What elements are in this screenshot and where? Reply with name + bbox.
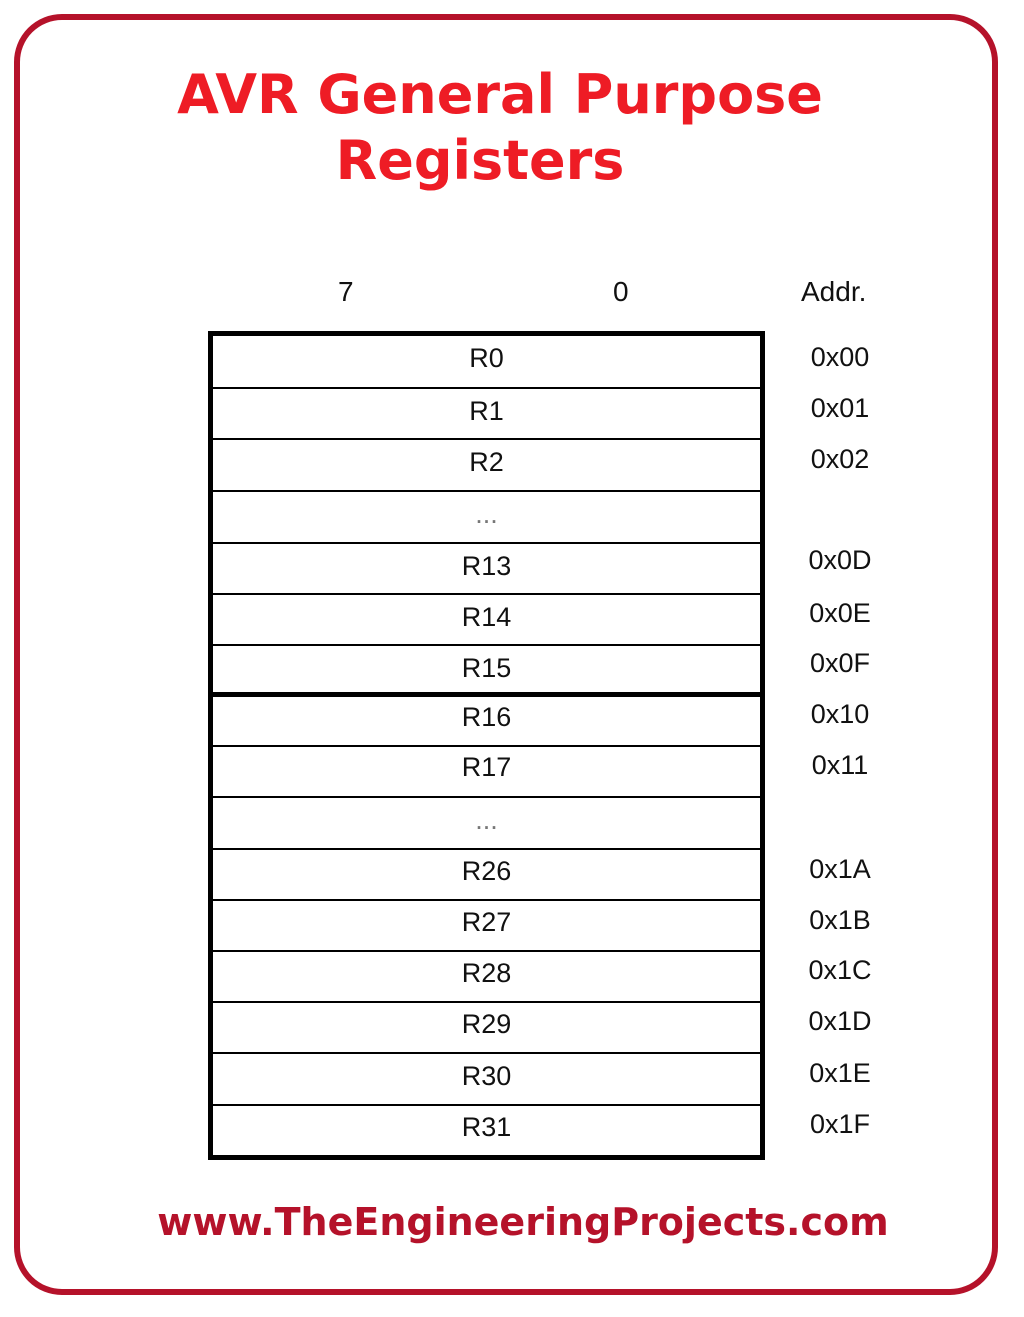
register-cell: R15 xyxy=(213,644,760,694)
title-line-1: AVR General Purpose xyxy=(177,63,823,126)
diagram-title xyxy=(0,62,1000,194)
address-label: 0x10 xyxy=(810,699,870,729)
register-cell: R27 xyxy=(213,899,760,950)
register-cell: R28 xyxy=(213,950,760,1001)
register-cell: R1 xyxy=(213,387,760,438)
address-label: 0x1F xyxy=(809,1109,871,1139)
register-cell: R16 xyxy=(213,692,760,745)
register-cell: R13 xyxy=(213,542,760,593)
register-cell: R2 xyxy=(213,438,760,490)
register-cell: R29 xyxy=(213,1001,760,1052)
register-cell-ellipsis: ... xyxy=(213,796,760,848)
register-file xyxy=(208,331,765,1160)
address-label: 0x0F xyxy=(809,648,871,678)
website-url: www.TheEngineeringProjects.com xyxy=(157,1200,889,1244)
register-cell: R31 xyxy=(213,1104,760,1155)
title-line-2: Registers xyxy=(335,129,625,192)
bit-low-label: 0 xyxy=(613,276,629,307)
register-cell-ellipsis: ... xyxy=(213,490,760,542)
address-label: 0x02 xyxy=(810,444,870,474)
address-header: Addr. xyxy=(801,276,867,307)
bit-high-label: 7 xyxy=(338,276,354,307)
address-label: 0x00 xyxy=(810,342,870,372)
address-label: 0x1B xyxy=(809,905,871,935)
register-cell: R26 xyxy=(213,848,760,899)
register-cell: R0 xyxy=(469,343,504,373)
register-cell: R30 xyxy=(213,1052,760,1104)
address-label: 0x1C xyxy=(808,955,872,985)
register-cell: R14 xyxy=(213,593,760,644)
address-label: 0x1E xyxy=(809,1058,871,1088)
address-label: 0x0D xyxy=(808,545,872,575)
register-cell: R17 xyxy=(213,745,760,796)
address-label: 0x1A xyxy=(809,854,871,884)
address-label: 0x01 xyxy=(810,393,870,423)
address-label: 0x0E xyxy=(809,598,871,628)
address-label: 0x11 xyxy=(811,750,869,780)
address-label: 0x1D xyxy=(808,1006,872,1036)
